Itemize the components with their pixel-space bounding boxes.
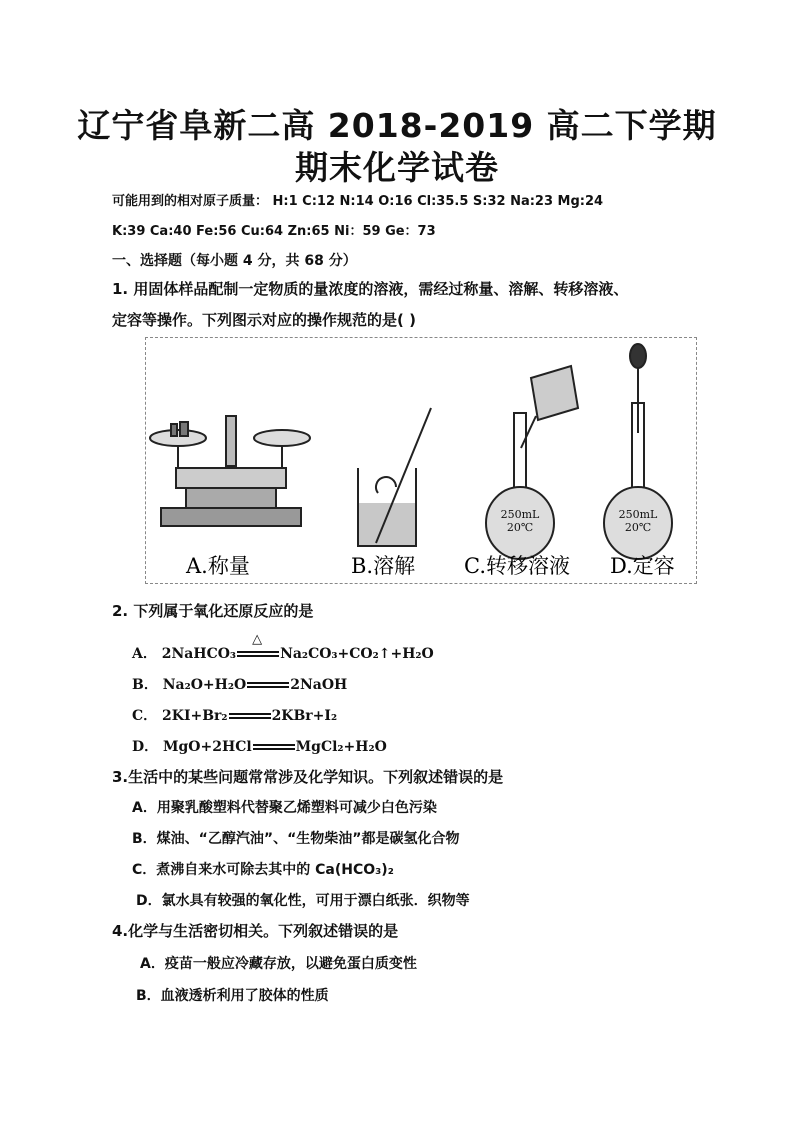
q2-option-b: B． Na₂O+H₂O 2NaOH: [132, 677, 348, 693]
section-heading: 一、选择题（每小题 4 分，共 68 分）: [112, 253, 357, 269]
caption-d: D.定容: [610, 554, 675, 578]
caption-b: B.溶解: [351, 554, 416, 578]
q3-option-c: C．煮沸自来水可除去其中的 Ca(HCO₃)₂: [132, 862, 394, 878]
question-4-stem: 4.化学与生活密切相关。下列叙述错误的是: [112, 922, 399, 940]
flask-c-volume: 250mL: [500, 508, 540, 521]
lab-apparatus-drawing: [146, 338, 696, 583]
question-1-line2: 定容等操作。下列图示对应的操作规范的是( ): [112, 311, 416, 329]
caption-c: C.转移溶液: [464, 554, 570, 578]
question-3-stem: 3.生活中的某些问题常常涉及化学知识。下列叙述错误的是: [112, 768, 504, 786]
q3-option-d: D．氯水具有较强的氧化性，可用于漂白纸张．织物等: [136, 893, 470, 909]
atomic-masses-line2: K:39 Ca:40 Fe:56 Cu:64 Zn:65 Ni：59 Ge：73: [112, 224, 436, 239]
q2-option-a: A． 2NaHCO₃ △ Na₂CO₃+CO₂↑+H₂O: [132, 632, 434, 662]
exam-title-line1: 辽宁省阜新二高 2018-2019 高二下学期: [77, 106, 717, 145]
balance-icon: [150, 416, 310, 526]
lab-operations-figure: [145, 337, 697, 584]
q2-option-d: D． MgO+2HCl MgCl₂+H₂O: [132, 739, 387, 755]
q2-option-c: C． 2KI+Br₂ 2KBr+I₂: [132, 708, 338, 724]
beaker-icon: [358, 408, 431, 546]
flask-d-temp: 20℃: [624, 521, 652, 534]
q4-option-a: A．疫苗一般应冷藏存放，以避免蛋白质变性: [140, 956, 417, 972]
q3-option-b: B．煤油、“乙醇汽油”、“生物柴油”都是碳氢化合物: [132, 831, 460, 847]
atomic-masses-line1: 可能用到的相对原子质量： H:1 C:12 N:14 O:16 Cl:35.5 S:32 Na:23 Mg:24: [112, 194, 604, 209]
caption-a: A.称量: [186, 554, 250, 578]
question-2-stem: 2. 下列属于氧化还原反应的是: [112, 602, 314, 620]
flask-d-volume: 250mL: [618, 508, 658, 521]
q4-option-b: B．血液透析利用了胶体的性质: [136, 988, 329, 1004]
exam-title-line2: 期末化学试卷: [295, 148, 499, 187]
question-1-line1: 1. 用固体样品配制一定物质的量浓度的溶液，需经过称量、溶解、转移溶液、: [112, 280, 629, 298]
flask-c-temp: 20℃: [506, 521, 534, 534]
q3-option-a: A．用聚乳酸塑料代替聚乙烯塑料可减少白色污染: [132, 800, 437, 816]
